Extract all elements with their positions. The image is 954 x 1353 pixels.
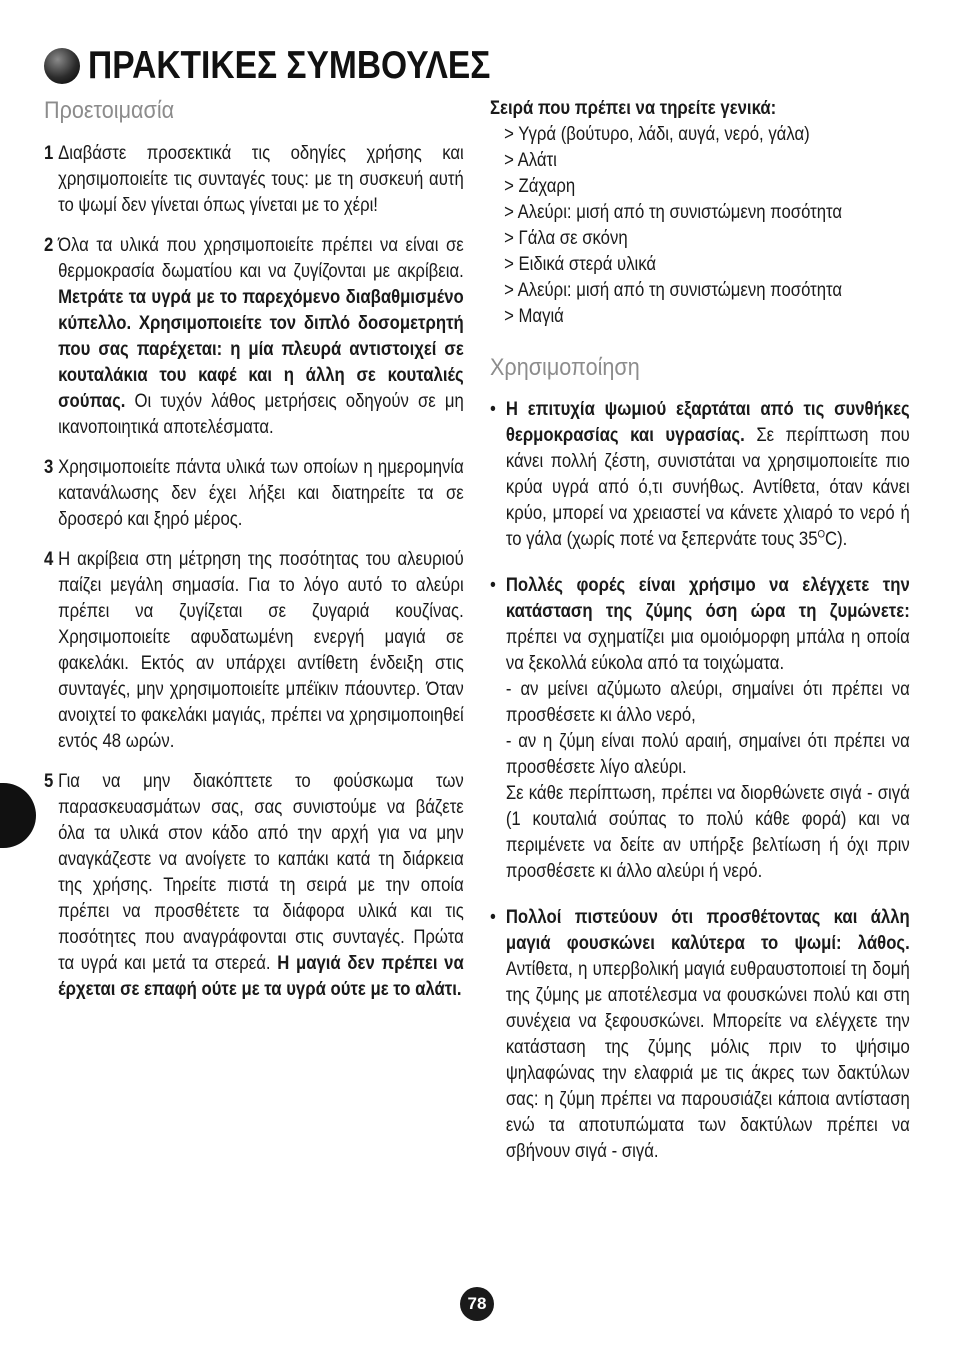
item-text: Χρησιμοποιείτε πάντα υλικά των οποίων η ημερομηνία κατανάλωσης δεν έχει λήξει και διατηρείτε τα σε δροσερό και ξηρό μέρος. xyxy=(58,457,464,530)
preparation-column xyxy=(44,141,464,1017)
title-ball-icon xyxy=(44,48,80,84)
usage-item-1 xyxy=(490,397,910,553)
prep-item-5 xyxy=(44,769,464,1003)
usage-column xyxy=(490,397,910,1185)
order-heading: Σειρά που πρέπει να τηρείτε γενικά: xyxy=(490,98,777,119)
preparation-heading: Προετοιμασία xyxy=(44,97,175,124)
page-number: 78 xyxy=(460,1287,494,1321)
item-text-a: Σε περίπτωση που κάνει πολλή ζέστη, συνιστάται να χρησιμοποιείτε πιο κρύα υγρά από ό,τι συνήθως. Αντίθετα, όταν κάνει κρύο, μπορεί να χρειαστεί να κάνετε χλιαρό το νερό ή το γάλα (χωρίς ποτέ να ξεπερνάτε τους 35 xyxy=(505,425,910,550)
item-text-a: Αντίθετα, η υπερβολική μαγιά ευθραυστοποιεί τη δομή της ζύμης με αποτέλεσμα να φουσκώνει πολύ και στη συνέχεια να ξεφουσκώνει. Μπορείτε να ελέγχετε την κατάσταση της ζύμης μόλις πριν το ψήσιμο ψηλαφώνας την ελαφριά με τις άκρες των δακτύλων σας: η ζύμη πρέπει να παρουσιάζει κάποια αντίσταση ενώ τα αποτυπώματα των δακτύλων πρέπει να σβήνουν σιγά - σιγά. xyxy=(505,959,910,1162)
item-text-bold: Η επιτυχία ψωμιού εξαρτάται από τις συνθήκες θερμοκρασίας και υγρασίας. xyxy=(505,399,910,446)
item-text-tail: C). xyxy=(825,529,848,550)
item-text-b: Οι τυχόν λάθος μετρήσεις οδηγούν σε μη ικανοποιητικά αποτελέσματα. xyxy=(58,391,464,438)
degree-sup: O xyxy=(817,528,826,541)
page-title xyxy=(44,44,556,88)
item-number: 2 xyxy=(44,235,54,256)
item-text-bold: Πολλές φορές είναι χρήσιμο να ελέγχετε την κατάσταση της ζύμης όση ώρα τη ζυμώνετε: xyxy=(505,575,910,622)
item-text: Διαβάστε προσεκτικά τις οδηγίες χρήσης και χρησιμοποιείτε τις συνταγές τους: με τη συσκευή αυτή το ψωμί δεν γίνεται όπως γίνεται με το χέρι! xyxy=(58,143,464,216)
order-block xyxy=(490,96,912,330)
order-item: > Μαγιά xyxy=(504,306,564,327)
order-item: > Αλάτι xyxy=(504,150,557,171)
bullet: • xyxy=(490,907,496,928)
order-item: > Ειδικά στερά υλικά xyxy=(504,254,657,275)
usage-heading: Χρησιμοποίηση xyxy=(490,354,640,381)
order-item: > Ζάχαρη xyxy=(504,176,576,197)
item-text-a: Όλα τα υλικά που χρησιμοποιείτε πρέπει να είναι σε θερμοκρασία δωματίου και να ζυγίζονται με ακρίβεια. xyxy=(58,235,464,282)
prep-item-4 xyxy=(44,547,464,755)
prep-item-1 xyxy=(44,141,464,219)
order-item: > Γάλα σε σκόνη xyxy=(504,228,628,249)
bullet: • xyxy=(490,399,496,420)
item-text xyxy=(506,573,910,677)
side-tab xyxy=(0,783,36,848)
item-text xyxy=(506,397,910,553)
item-text-bold: Η μαγιά δεν πρέπει να έρχεται σε επαφή ούτε με τα υγρά ούτε με το αλάτι. xyxy=(58,953,464,1000)
item-text-bold: Πολλοί πιστεύουν ότι προσθέτοντας και άλλη μαγιά φουσκώνει καλύτερα το ψωμί: λάθος. xyxy=(505,907,910,954)
item-line: Σε κάθε περίπτωση, πρέπει να διορθώνετε σιγά - σιγά (1 κουταλιά σούπας το πολύ κάθε φορά) και να περιμένετε να δείτε αν υπήρξε βελτίωση ή όχι πριν προσθέσετε κι άλλο αλεύρι ή νερό. xyxy=(505,783,910,882)
prep-item-3 xyxy=(44,455,464,533)
item-text xyxy=(506,905,910,1165)
item-number: 3 xyxy=(44,457,54,478)
order-item: > Υγρά (βούτυρο, λάδι, αυγά, νερό, γάλα) xyxy=(504,124,810,145)
item-number: 4 xyxy=(44,549,54,570)
order-item: > Αλεύρι: μισή από τη συνιστώμενη ποσότητα xyxy=(504,280,843,301)
title-text: ΠΡΑΚΤΙΚΕΣ ΣΥΜΒΟΥΛΕΣ xyxy=(88,44,491,87)
item-line: - αν η ζύμη είναι πολύ αραιή, σημαίνει ότι πρέπει να προσθέσετε λίγο αλεύρι. xyxy=(505,731,910,778)
order-list xyxy=(490,122,912,330)
prep-item-2 xyxy=(44,233,464,441)
order-item: > Αλεύρι: μισή από τη συνιστώμενη ποσότητα xyxy=(504,202,843,223)
item-text xyxy=(58,769,464,1003)
item-text-a: Για να μην διακόπτετε το φούσκωμα των παρασκευασμάτων σας, σας συνιστούμε να βάζετε όλα τα υλικά στον κάδο από την αρχή για να μην αναγκάζεστε να ανοίγετε το καπάκι κατά τη διάρκεια της χρήσης. Τηρείτε πιστά τη σειρά με την οποία πρέπει να προσθέτετε τα διάφορα υλικά και τις ποσότητες που αναγράφονται στις συνταγές. Πρώτα τα υγρά και μετά τα στερεά. xyxy=(58,771,464,974)
item-text-bold: Μετράτε τα υγρά με το παρεχόμενο διαβαθμισμένο κύπελλο. Χρησιμοποιείτε τον διπλό δοσομετρητή που σας παρέχεται: η μία πλευρά αντιστοιχεί σε κουταλάκια του καφέ και η άλλη σε κουταλιές σούπας. xyxy=(58,287,464,412)
usage-item-3 xyxy=(490,905,910,1165)
item-text: Η ακρίβεια στη μέτρηση της ποσότητας του αλευριού παίζει μεγάλη σημασία. Για το λόγο αυτό το αλεύρι πρέπει να ζυγίζεται σε ζυγαριά κουζίνας. Χρησιμοποιείτε αφυδατωμένη ενεργή μαγιά σε φακελάκι. Εκτός αν υπάρχει αντίθετη ένδειξη στις συνταγές, μην χρησιμοποιείτε μπέϊκιν πάουντερ. Όταν ανοιχτεί το φακελάκι μαγιάς, πρέπει να χρησιμοποιηθεί εντός 48 ωρών. xyxy=(58,549,464,752)
item-line: - αν μείνει αζύμωτο αλεύρι, σημαίνει ότι πρέπει να προσθέσετε κι άλλο νερό, xyxy=(505,679,910,726)
item-text-a: πρέπει να σχηματίζει μια ομοιόμορφη μπάλα η οποία να ξεκολλά εύκολα από τα τοιχώματα. xyxy=(505,627,910,674)
item-text xyxy=(58,233,464,441)
bullet: • xyxy=(490,575,496,596)
item-number: 5 xyxy=(44,771,54,792)
usage-item-2 xyxy=(490,573,910,885)
item-number: 1 xyxy=(44,143,54,164)
